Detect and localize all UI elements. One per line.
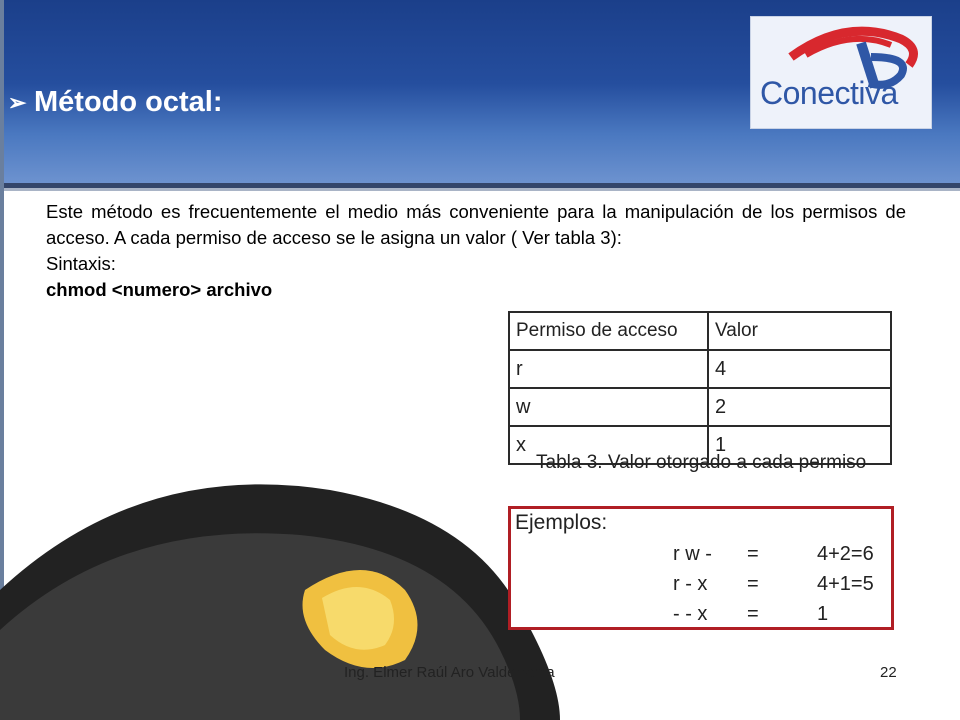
example-value: 1 bbox=[817, 603, 829, 625]
table-caption: Tabla 3. Valor otorgado a cada permiso bbox=[536, 452, 867, 473]
example-row bbox=[511, 603, 891, 631]
example-equals: = bbox=[747, 543, 759, 565]
bullet-arrow-icon: ➢ bbox=[8, 89, 27, 115]
example-permission: - - x bbox=[673, 603, 708, 625]
example-equals: = bbox=[747, 573, 759, 595]
table-cell: w bbox=[509, 388, 708, 426]
header-divider-light bbox=[0, 188, 960, 191]
table-header-row bbox=[509, 312, 891, 350]
table-cell: 1 bbox=[708, 426, 891, 464]
footer-author: Ing. Elmer Raúl Aro Valderrama bbox=[344, 664, 555, 681]
column-header: Permiso de acceso bbox=[509, 312, 708, 350]
example-value: 4+2=6 bbox=[817, 543, 874, 565]
example-row bbox=[511, 543, 891, 571]
slide-title bbox=[8, 86, 223, 119]
page-number: 22 bbox=[880, 664, 897, 681]
intro-paragraph: Este método es frecuentemente el medio más conveniente para la manipulación de los permisos de acceso. A cada permiso de acceso se le asigna un valor ( Ver tabla 3): bbox=[46, 201, 906, 248]
syntax-label: Sintaxis: bbox=[46, 253, 116, 274]
conectiva-logo bbox=[750, 16, 932, 129]
slide-body bbox=[46, 199, 906, 303]
table-cell: 4 bbox=[708, 350, 891, 388]
chmod-command: chmod <numero> archivo bbox=[46, 279, 273, 300]
example-equals: = bbox=[747, 603, 759, 625]
example-permission: r - x bbox=[673, 573, 708, 595]
slide-title-text: Método octal: bbox=[34, 86, 223, 118]
permissions-table bbox=[508, 311, 892, 465]
example-value: 4+1=5 bbox=[817, 573, 874, 595]
example-permission: r w - bbox=[673, 543, 712, 565]
table-cell: x bbox=[509, 426, 708, 464]
table-cell: 2 bbox=[708, 388, 891, 426]
permissions-table-figure bbox=[508, 311, 894, 465]
column-header: Valor bbox=[708, 312, 891, 350]
examples-title: Ejemplos: bbox=[515, 511, 608, 534]
table-row bbox=[509, 350, 891, 388]
table-row bbox=[509, 388, 891, 426]
examples-box bbox=[508, 506, 894, 630]
table-cell: r bbox=[509, 350, 708, 388]
logo-text: Conectiva bbox=[760, 75, 898, 111]
example-row bbox=[511, 573, 891, 601]
